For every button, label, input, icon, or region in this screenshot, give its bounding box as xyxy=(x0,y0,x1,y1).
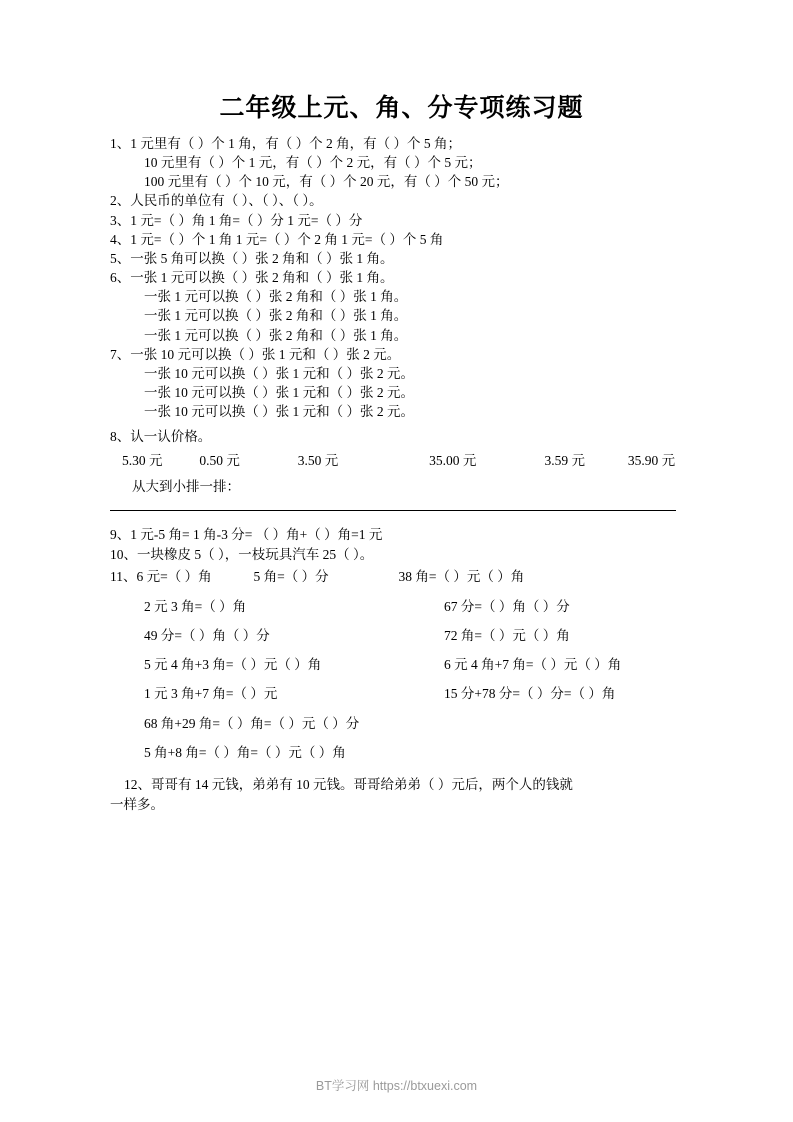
question-11-line-1 xyxy=(110,567,721,587)
question-11-row-left: 5 元 4 角+3 角=（ ）元（ ）角 xyxy=(144,657,322,673)
question-6-number: 6、 xyxy=(110,270,131,286)
question-5: 5、一张 5 角可以换（ ）张 2 角和（ ）张 1 角。 xyxy=(110,250,394,266)
question-7-line-4: 一张 10 元可以换（ ）张 1 元和（ ）张 2 元。 xyxy=(144,404,414,420)
question-3: 3、1 元=（ ）角 1 角=（ ）分 1 元=（ ）分 xyxy=(110,212,363,228)
question-8-values xyxy=(110,451,721,470)
question-11-row xyxy=(110,743,721,763)
question-11-first-left: 6 元=（ ）角 xyxy=(136,569,212,585)
question-12-line-1: 12、哥哥有 14 元钱，弟弟有 10 元钱。哥哥给弟弟（ ）元后，两个人的钱就 xyxy=(124,777,573,793)
question-11-row xyxy=(110,626,721,646)
question-11-row xyxy=(110,684,721,704)
page-title: 二年级上元、角、分专项练习题 xyxy=(219,93,584,122)
question-2: 2、人民币的单位有（ ）、（ ）、（ ）。 xyxy=(110,193,323,209)
question-11-row xyxy=(110,714,721,734)
question-11-first-right: 38 角=（ ）元（ ）角 xyxy=(398,569,525,585)
question-7-number: 7、 xyxy=(110,346,131,362)
question-11-first-mid: 5 角=（ ）分 xyxy=(253,569,329,585)
question-6-text-1: 一张 1 元可以换（ ）张 2 角和（ ）张 1 角。 xyxy=(130,270,394,286)
question-1-number: 1、 xyxy=(110,136,131,151)
price-value-1: 5.30 元 xyxy=(122,452,163,468)
question-11-row-left: 68 角+29 角=（ ）角=（ ）元（ ）分 xyxy=(144,715,360,731)
site-watermark: BT学习网 https://btxuexi.com xyxy=(315,1079,478,1093)
question-6-line-2: 一张 1 元可以换（ ）张 2 角和（ ）张 1 角。 xyxy=(144,289,408,305)
section-two xyxy=(110,525,721,816)
question-11-row-left: 49 分=（ ）角（ ）分 xyxy=(144,627,270,643)
question-1-text-1: 1 元里有（ ）个 1 角，有（ ）个 2 角，有（ ）个 5 角； xyxy=(130,136,461,151)
question-11-row xyxy=(110,655,721,675)
question-12-line-2: 一样多。 xyxy=(110,797,164,813)
question-9: 9、1 元-5 角= 1 角-3 分= （ ）角+（ ）角=1 元 xyxy=(110,526,383,542)
question-1-line-1 xyxy=(110,134,721,153)
question-11-row-right: 67 分=（ ）角（ ）分 xyxy=(444,598,570,614)
question-10: 10、一块橡皮 5（ ），一枝玩具汽车 25（ ）。 xyxy=(110,547,374,563)
price-value-6: 35.90 元 xyxy=(627,452,676,468)
question-8-sort-prompt: 从大到小排一排： xyxy=(132,478,240,494)
price-value-4: 35.00 元 xyxy=(429,452,477,468)
question-7-line-2: 一张 10 元可以换（ ）张 1 元和（ ）张 2 元。 xyxy=(144,365,414,381)
price-value-5: 3.59 元 xyxy=(544,452,585,468)
question-11-row-left: 2 元 3 角=（ ）角 xyxy=(144,598,247,614)
question-11-row-right: 6 元 4 角+7 角=（ ）元（ ）角 xyxy=(444,657,622,673)
question-11-row-right: 72 角=（ ）元（ ）角 xyxy=(444,627,570,643)
question-11-row-left: 5 角+8 角=（ ）角=（ ）元（ ）角 xyxy=(144,744,346,760)
question-7-line-3: 一张 10 元可以换（ ）张 1 元和（ ）张 2 元。 xyxy=(144,385,414,401)
question-11-number: 11、 xyxy=(110,569,137,585)
worksheet-body xyxy=(0,124,793,816)
question-11-row xyxy=(110,597,721,617)
question-11-row-left: 1 元 3 角+7 角=（ ）元 xyxy=(144,686,278,702)
question-6-line-4: 一张 1 元可以换（ ）张 2 角和（ ）张 1 角。 xyxy=(144,327,408,343)
question-6-line-1 xyxy=(110,268,721,287)
question-6-line-3: 一张 1 元可以换（ ）张 2 角和（ ）张 1 角。 xyxy=(144,308,408,324)
question-1-line-3: 100 元里有（ ）个 10 元，有（ ）个 20 元，有（ ）个 50 元； xyxy=(144,174,509,190)
question-8-label: 8、认一认价格。 xyxy=(110,429,212,445)
price-value-3: 3.50 元 xyxy=(297,452,339,468)
question-12 xyxy=(110,775,721,816)
question-11-row-right: 15 分+78 分=（ ）分=（ ）角 xyxy=(444,686,616,702)
question-7-text-1: 一张 10 元可以换（ ）张 1 元和（ ）张 2 元。 xyxy=(130,346,401,362)
question-4: 4、1 元=（ ）个 1 角 1 元=（ ）个 2 角 1 元=（ ）个 5 角 xyxy=(110,231,444,247)
price-value-2: 0.50 元 xyxy=(199,452,240,468)
question-1-line-2: 10 元里有（ ）个 1 元，有（ ）个 2 元，有（ ）个 5 元； xyxy=(144,155,482,171)
question-7-line-1 xyxy=(110,345,721,364)
section-divider xyxy=(110,510,676,511)
